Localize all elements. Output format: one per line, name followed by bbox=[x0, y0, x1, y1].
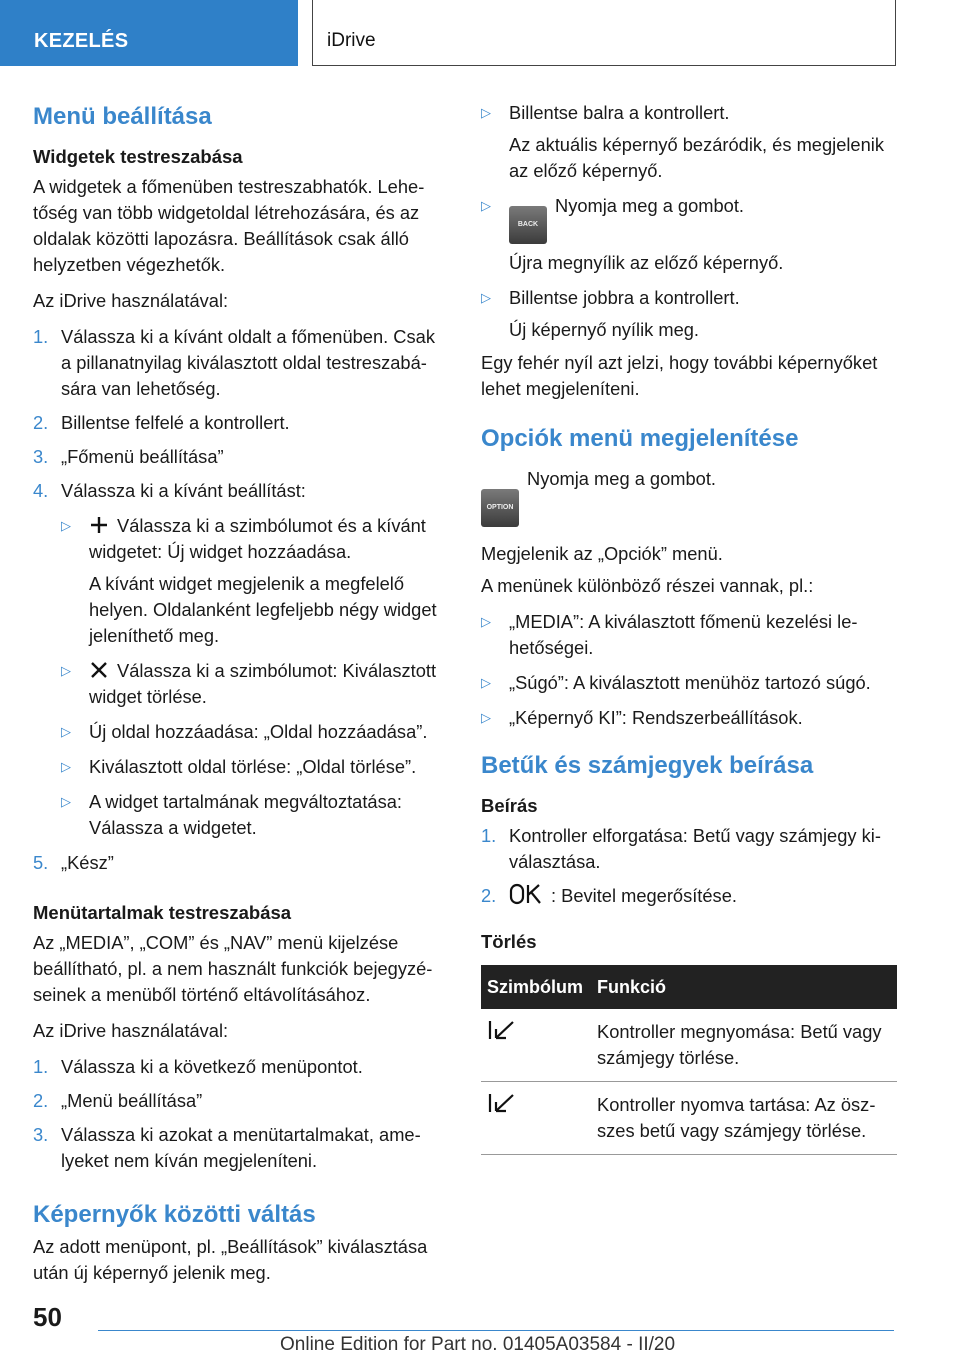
widgets-paragraph: A widgetek a főmenüben testreszabhatók. Lehetőség van több widgetoldal létrehozására, és az oldalak közötti lapozásra. Beállítások csak álló helyzetben végezhetők. bbox=[33, 176, 425, 275]
triangle-bullet-icon: ▷ bbox=[61, 663, 71, 678]
subheading-menu-content: Menütartalmak testreszabása bbox=[33, 902, 292, 923]
list-item: 1. Válassza ki a kívánt oldalt a főmenüben. Csak a pillanatnyilag kiválasztott oldal testreszabására van lehetőség. bbox=[33, 326, 435, 399]
options-paragraph-2: A menünek különböző részei vannak, pl.: bbox=[481, 575, 814, 596]
list-item: 5. „Kész” bbox=[33, 852, 114, 873]
list-item: ▷ A widget tartalmának megváltoztatása: Válassza a widgetet. bbox=[61, 791, 402, 838]
footer-divider bbox=[98, 1330, 894, 1331]
subheading-widgets: Widgetek testreszabása bbox=[33, 146, 243, 167]
column-header-symbol: Szimbólum bbox=[481, 965, 591, 1009]
list-item: ▷ „MEDIA”: A kiválasztott főmenü kezelési lehetőségei. bbox=[481, 611, 858, 658]
triangle-bullet-icon: ▷ bbox=[61, 518, 71, 533]
list-item: ▷ Billentse balra a kontrollert. Az aktuális képernyő bezáródik, és megjelenik az előző képernyő. bbox=[481, 100, 897, 184]
list-item: ▷ Válassza ki a szimbólumot és a kívánt widgetet: Új widget hozzáadása. A kívánt widget megjelenik a megfelelő helyen. Oldalanként legfeljebb négy widget jeleníthető meg. bbox=[61, 513, 448, 649]
list-item: 4. Válassza ki a kívánt beállítást: ▷ Válassza ki a szimbólumot és a kívánt widgetet: Új widget hozzáadása. A kívánt widget megjelenik a megfelelő helyen. Oldalanként legfeljebb négy widget jeleníthető meg. ▷ Válassza ki a szimbólumot: Kiválasztott widget törlése. ▷ Új oldal hozzáadása: „Oldal hozzáadása”. ▷ Kiválasztott oldal törlése: „Oldal törlése”. ▷ A widget tartalmának megváltoztatása: Válassza a widgetet. bbox=[33, 478, 448, 841]
triangle-bullet-icon: ▷ bbox=[481, 198, 491, 213]
widget-steps-list bbox=[33, 324, 448, 876]
input-steps-list bbox=[481, 823, 897, 909]
plus-icon bbox=[89, 515, 109, 535]
triangle-bullet-icon: ▷ bbox=[61, 759, 71, 774]
left-column bbox=[33, 100, 448, 1296]
section-tab: KEZELÉS bbox=[0, 0, 298, 66]
table-cell: Kontroller nyomva tartása: Az öszszes betű vagy számjegy törlése. bbox=[591, 1082, 897, 1155]
list-item: ▷ Új oldal hozzáadása: „Oldal hozzáadása”. bbox=[61, 719, 448, 745]
heading-switch-screens: Képernyők közötti váltás bbox=[33, 1201, 316, 1228]
options-paragraph-1: Megjelenik az „Opciók” menü. bbox=[481, 543, 723, 564]
list-item: 2. Billentse felfelé a kontrollert. bbox=[33, 412, 290, 433]
options-list bbox=[481, 609, 897, 731]
heading-letters-digits: Betűk és számjegyek beírása bbox=[481, 752, 814, 779]
option-button-icon: OPTION bbox=[481, 489, 519, 527]
list-item: 3. Válassza ki azokat a menütartalmakat, amelyeket nem kíván megjeleníteni. bbox=[33, 1124, 421, 1171]
delete-arrow-icon bbox=[487, 1092, 517, 1114]
ok-icon bbox=[509, 883, 543, 905]
add-widget-note: A kívánt widget megjelenik a megfelelő helyen. Oldalanként legfeljebb négy widget jeleníthető meg. bbox=[89, 573, 437, 646]
table-header-row bbox=[481, 965, 897, 1009]
navigation-list bbox=[481, 100, 897, 343]
list-item: 1. Kontroller elforgatása: Betű vagy számjegy kiválasztása. bbox=[481, 825, 881, 872]
heading-menu-settings: Menü beállítása bbox=[33, 103, 212, 130]
triangle-bullet-icon: ▷ bbox=[61, 724, 71, 739]
triangle-bullet-icon: ▷ bbox=[481, 710, 491, 725]
back-note: Újra megnyílik az előző képernyő. bbox=[509, 252, 784, 273]
tilt-right-note: Új képernyő nyílik meg. bbox=[509, 319, 699, 340]
menu-steps-list bbox=[33, 1054, 448, 1174]
triangle-bullet-icon: ▷ bbox=[61, 794, 71, 809]
menu-content-paragraph: Az „MEDIA”, „COM” és „NAV” menü kijelzése beállítható, pl. a nem használt funkciók bejegyzéseinek a menüből történő eltávolításához. bbox=[33, 932, 433, 1005]
column-header-function: Funkció bbox=[591, 965, 897, 1009]
list-item: 3. „Főmenü beállítása” bbox=[33, 446, 224, 467]
triangle-bullet-icon: ▷ bbox=[481, 105, 491, 120]
using-idrive-1: Az iDrive használatával: bbox=[33, 290, 229, 311]
page-number: 50 bbox=[33, 1302, 62, 1332]
list-item: 1. Válassza ki a következő menüpontot. bbox=[33, 1056, 363, 1077]
subheading-delete: Törlés bbox=[481, 931, 537, 952]
page-header bbox=[0, 0, 960, 66]
triangle-bullet-icon: ▷ bbox=[481, 675, 491, 690]
table-cell: Kontroller megnyomása: Betű vagy számjegy törlése. bbox=[591, 1009, 897, 1082]
delete-arrow-icon bbox=[487, 1019, 517, 1041]
list-item: ▷ „Súgó”: A kiválasztott menühöz tartozó súgó. bbox=[481, 670, 897, 696]
list-item: ▷ BACKNyomja meg a gombot. Újra megnyílik az előző képernyő. bbox=[481, 193, 897, 276]
list-item: ▷ „Képernyő KI”: Rendszerbeállítások. bbox=[481, 705, 897, 731]
chapter-title: iDrive bbox=[312, 0, 896, 66]
right-column bbox=[481, 100, 897, 1155]
table-row bbox=[481, 1082, 897, 1155]
delete-table bbox=[481, 965, 897, 1155]
arrow-paragraph: Egy fehér nyíl azt jelzi, hogy további képernyőket lehet megjeleníteni. bbox=[481, 352, 878, 399]
subheading-input: Beírás bbox=[481, 795, 538, 816]
table-row bbox=[481, 1009, 897, 1082]
list-item: ▷ Kiválasztott oldal törlése: „Oldal törlése”. bbox=[61, 754, 448, 780]
list-item: ▷ Billentse jobbra a kontrollert. Új képernyő nyílik meg. bbox=[481, 285, 897, 343]
list-item: 2. „Menü beállítása” bbox=[33, 1090, 203, 1111]
tilt-left-note: Az aktuális képernyő bezáródik, és megjelenik az előző képernyő. bbox=[509, 134, 884, 181]
list-item: ▷ Válassza ki a szimbólumot: Kiválasztott widget törlése. bbox=[61, 660, 437, 707]
using-idrive-2: Az iDrive használatával: bbox=[33, 1020, 229, 1041]
triangle-bullet-icon: ▷ bbox=[481, 614, 491, 629]
heading-options-menu: Opciók menü megjelenítése bbox=[481, 425, 799, 452]
switch-paragraph: Az adott menüpont, pl. „Beállítások” kiválasztása után új képernyő jelenik meg. bbox=[33, 1236, 428, 1283]
option-sublist bbox=[61, 513, 448, 841]
list-item: 2. : Bevitel megerősítése. bbox=[481, 885, 737, 906]
cross-icon bbox=[89, 660, 109, 680]
footer-edition: Online Edition for Part no. 01405A03584 - II/20 bbox=[280, 1334, 676, 1355]
options-press-line: OPTIONNyomja meg a gombot. bbox=[481, 466, 897, 527]
triangle-bullet-icon: ▷ bbox=[481, 290, 491, 305]
back-button-icon: BACK bbox=[509, 206, 547, 244]
